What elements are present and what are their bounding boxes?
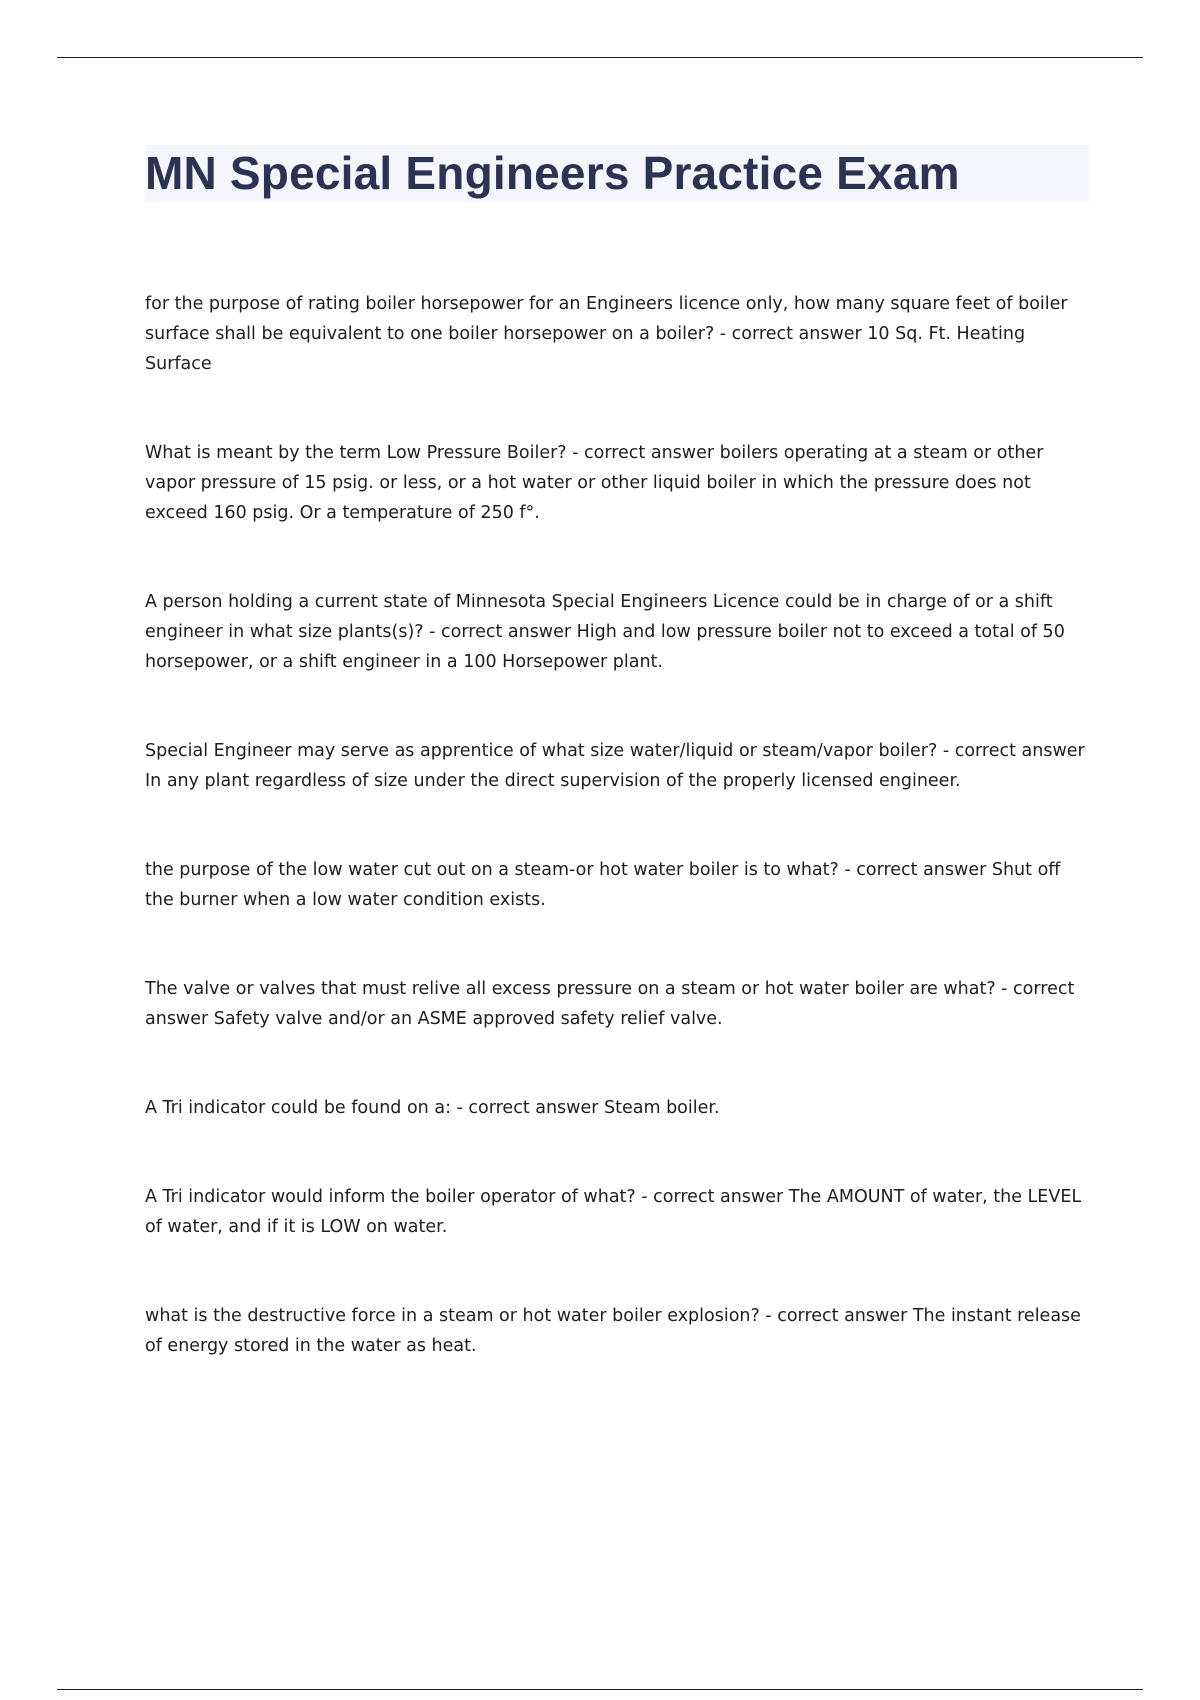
question-answer-item: Special Engineer may serve as apprentice of what size water/liquid or steam/vapor boiler? - correct answer In any plant regardless of size under the direct supervision of the properly licensed engineer. — [145, 741, 1085, 791]
question-answer-item: A person holding a current state of Minnesota Special Engineers Licence could be in charge of or a shift engineer in what size plants(s)? - correct answer High and low pressure boiler not to exceed a total of 50 horsepower, or a shift engineer in a 100 Horsepower plant. — [145, 592, 1065, 672]
top-rule — [57, 57, 1143, 58]
question-list — [145, 289, 1090, 1420]
question-answer-item: what is the destructive force in a steam or hot water boiler explosion? - correct answer The instant release of energy stored in the water as heat. — [145, 1306, 1081, 1356]
question-answer-item: A Tri indicator could be found on a: - correct answer Steam boiler. — [145, 1098, 720, 1118]
question-answer-item: A Tri indicator would inform the boiler operator of what? - correct answer The AMOUNT of water, the LEVEL of water, and if it is LOW on water. — [145, 1187, 1082, 1237]
question-answer-item: for the purpose of rating boiler horsepower for an Engineers licence only, how many square feet of boiler surface shall be equivalent to one boiler horsepower on a boiler? - correct answer 10 Sq. Ft. Heating Surface — [145, 294, 1068, 374]
question-answer-item: What is meant by the term Low Pressure Boiler? - correct answer boilers operating at a steam or other vapor pressure of 15 psig. or less, or a hot water or other liquid boiler in which the pressure does not exceed 160 psig. Or a temperature of 250 f°. — [145, 443, 1044, 523]
page-title: MN Special Engineers Practice Exam — [145, 147, 960, 199]
question-answer-item: the purpose of the low water cut out on a steam-or hot water boiler is to what? - correct answer Shut off the burner when a low water condition exists. — [145, 860, 1061, 910]
question-answer-item: The valve or valves that must relive all excess pressure on a steam or hot water boiler are what? - correct answer Safety valve and/or an ASME approved safety relief valve. — [145, 979, 1075, 1029]
bottom-rule — [57, 1689, 1143, 1690]
